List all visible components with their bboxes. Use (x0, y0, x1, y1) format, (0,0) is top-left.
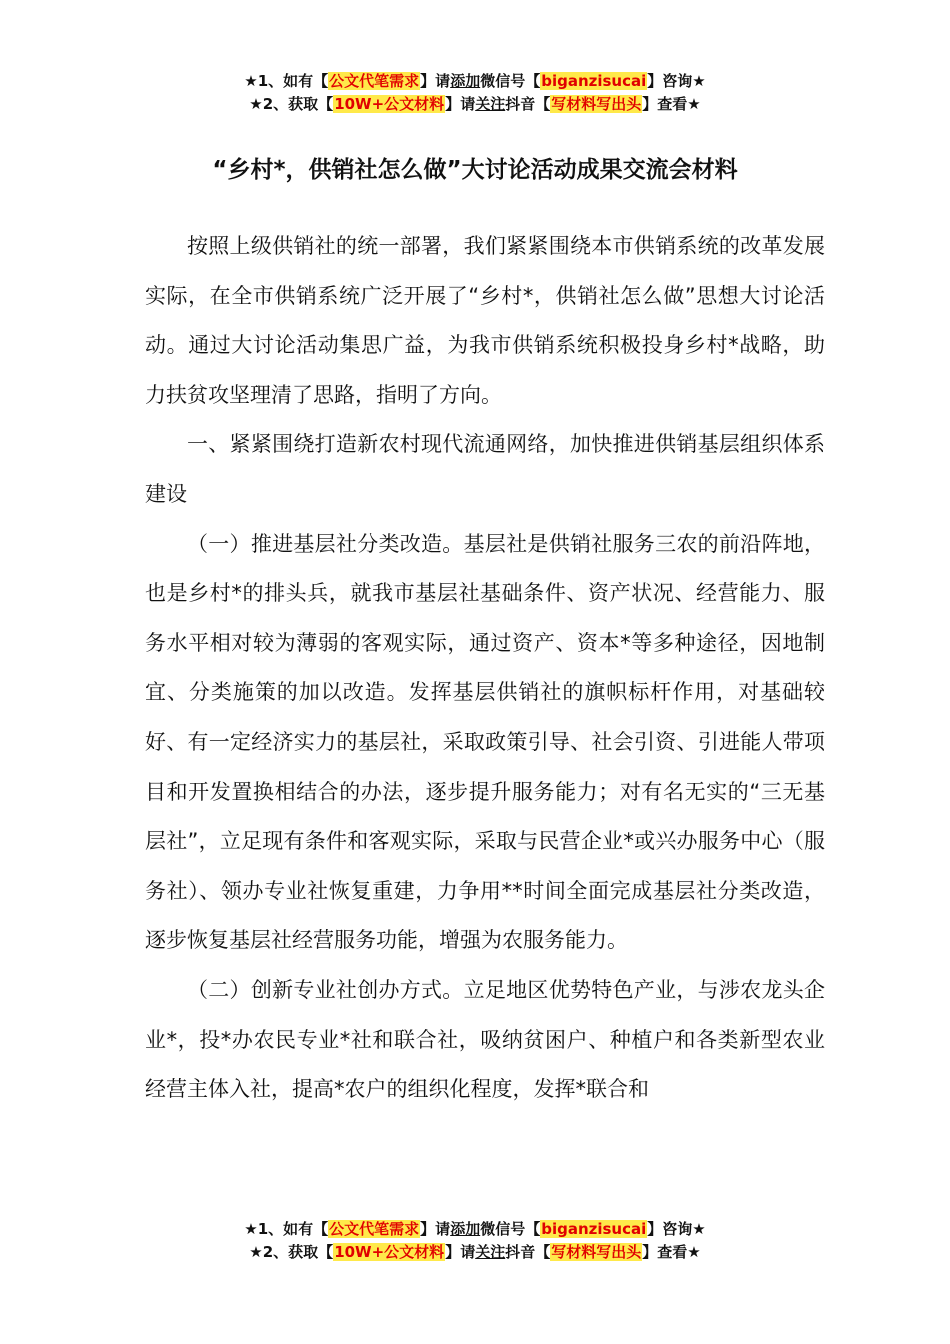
banner-text: 】查看★ (642, 1243, 701, 1261)
banner-line-1 (0, 70, 950, 93)
banner-text: 】查看★ (642, 95, 701, 113)
highlight-service: 公文代笔需求 (329, 72, 420, 90)
banner-line-1 (0, 1218, 950, 1241)
banner-text: 】咨询★ (647, 1220, 706, 1238)
document-title: “乡村*，供销社怎么做”大讨论活动成果交流会材料 (212, 157, 738, 183)
banner-text: ★1、如有【 (244, 72, 329, 90)
underlined-word: 关注 (475, 1243, 506, 1261)
highlight-materials: 10W+公文材料 (334, 95, 445, 113)
header-banner (0, 70, 950, 116)
banner-text: 微信号【 (480, 72, 541, 90)
banner-text: 】请 (445, 1243, 476, 1261)
banner-text: 】咨询★ (647, 72, 706, 90)
banner-text: 抖音【 (505, 95, 551, 113)
banner-text: 】请 (420, 72, 451, 90)
highlight-wechat-id: biganzisucai (541, 72, 647, 90)
banner-text: ★1、如有【 (244, 1220, 329, 1238)
highlight-douyin-id: 写材料写出头 (551, 95, 642, 113)
banner-line-2 (0, 1241, 950, 1264)
banner-text: 】请 (445, 95, 476, 113)
banner-text: ★2、获取【 (249, 1243, 334, 1261)
paragraph-subsection-1: （一）推进基层社分类改造。基层社是供销社服务三农的前沿阵地，也是乡村*的排头兵，就我市基层社基础条件、资产状况、经营能力、服务水平相对较为薄弱的客观实际，通过资产、资本*等多种途径，因地制宜、分类施策的加以改造。发挥基层供销社的旗帜标杆作用，对基础较好、有一定经济实力的基层社，采取政策引导、社会引资、引进能人带项目和开发置换相结合的办法，逐步提升服务能力；对有名无实的“三无基层社”，立足现有条件和客观实际，采取与民营企业*或兴办服务中心（服务社）、领办专业社恢复重建，力争用**时间全面完成基层社分类改造，逐步恢复基层社经营服务功能，增强为农服务能力。 (145, 531, 825, 953)
highlight-douyin-id: 写材料写出头 (551, 1243, 642, 1261)
banner-text: ★2、获取【 (249, 95, 334, 113)
paragraph-intro: 按照上级供销社的统一部署，我们紧紧围绕本市供销系统的改革发展实际，在全市供销系统广泛开展了“乡村*，供销社怎么做”思想大讨论活动。通过大讨论活动集思广益，为我市供销系统积极投身乡村*战略，助力扶贫攻坚理清了思路，指明了方向。 (145, 234, 825, 407)
highlight-service: 公文代笔需求 (329, 1220, 420, 1238)
section-heading-1: 一、紧紧围绕打造新农村现代流通网络，加快推进供销基层组织体系建设 (145, 432, 825, 506)
footer-banner (0, 1218, 950, 1264)
banner-text: 抖音【 (505, 1243, 551, 1261)
highlight-materials: 10W+公文材料 (334, 1243, 445, 1261)
underlined-word: 关注 (475, 95, 506, 113)
highlight-wechat-id: biganzisucai (541, 1220, 647, 1238)
banner-line-2 (0, 93, 950, 116)
underlined-word: 添加 (450, 72, 481, 90)
paragraph-subsection-2: （二）创新专业社创办方式。立足地区优势特色产业，与涉农龙头企业*，投*办农民专业*社和联合社，吸纳贫困户、种植户和各类新型农业经营主体入社，提高*农户的组织化程度，发挥*联合和 (145, 977, 825, 1102)
banner-text: 】请 (420, 1220, 451, 1238)
underlined-word: 添加 (450, 1220, 481, 1238)
banner-text: 微信号【 (480, 1220, 541, 1238)
document-body (145, 222, 825, 1115)
